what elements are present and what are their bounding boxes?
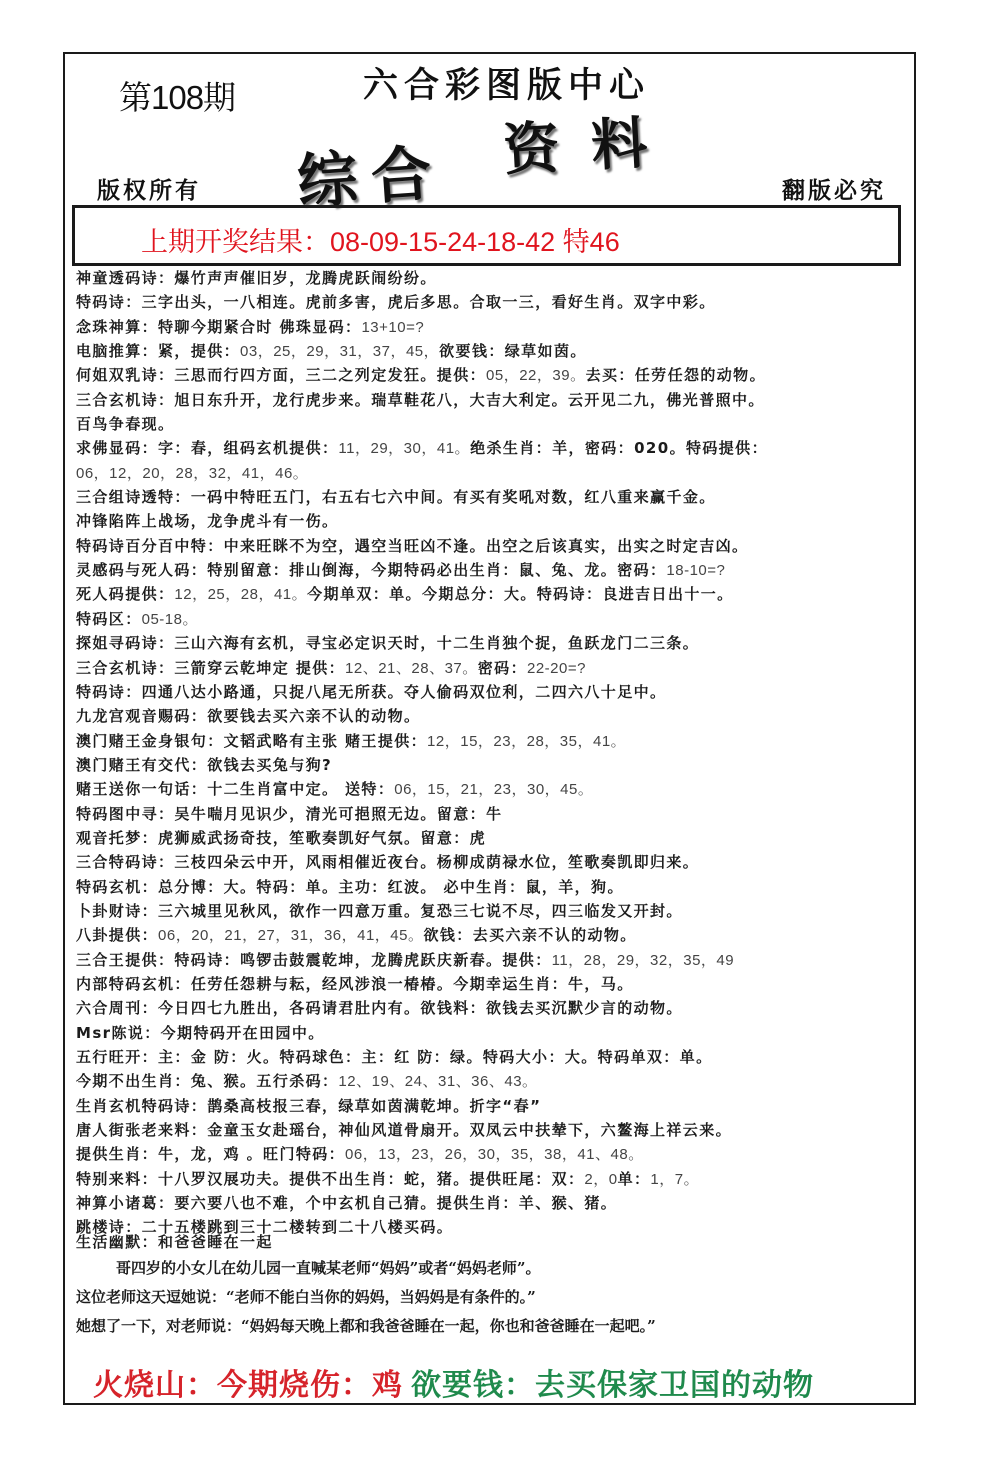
line-label: 何姐双乳诗： — [76, 366, 175, 385]
line-text: 二十五楼跳到三十二楼转到二十八楼买码。 — [141, 1218, 454, 1237]
line-label: 特码玄机： — [76, 877, 159, 896]
line-text: 中来旺眯不为空，遇空当旺凶不逢。出空之后该真实，出实之时定吉凶。 — [223, 536, 749, 555]
content-line — [76, 1021, 910, 1045]
joke-title-text: 和爸爸睡在一起 — [158, 1233, 273, 1251]
line-label: 特别来料： — [76, 1169, 159, 1188]
line-text: 今期特码开在田园中。 — [160, 1023, 325, 1042]
joke-title-label: 生活幽默： — [76, 1233, 159, 1251]
content-line — [76, 388, 910, 412]
line-label: 三合玄机诗： — [76, 658, 175, 677]
line-tail: 绝杀生肖：羊，密码：020。特码提供： — [470, 439, 768, 458]
line-numbers: 05，22，39。 — [486, 367, 586, 385]
issue-number: 第108期 — [119, 79, 236, 116]
content-line — [76, 996, 910, 1020]
line-label: Msr陈说： — [76, 1023, 161, 1042]
line-label: 特码图中寻： — [76, 804, 175, 823]
big-title-left: 综合 — [295, 137, 448, 219]
line-text: 四通八达小路通，只捉八尾无所获。夺人偷码双位利，二四六八十足中。 — [141, 682, 667, 701]
line-label: 特码区： — [76, 609, 142, 628]
line-label: 三合特码诗： — [76, 853, 175, 872]
line-text: 十二生肖富中定。 送特： — [207, 780, 395, 799]
line-text: 十八罗汉展功夫。提供不出生肖：蛇，猪。提供旺尾：双： — [158, 1169, 585, 1188]
line-text: 紧，提供： — [158, 342, 241, 361]
line-text: 一码中特旺五门，右五右七六中间。有买有奖吼对数，红八重来赢千金。 — [190, 488, 716, 507]
result-label: 上期开奖结果： — [141, 227, 330, 257]
footer-red-text: 火烧山：今期烧伤：鸡 — [93, 1368, 403, 1403]
content-line — [76, 850, 910, 874]
line-numbers: 12、19、24、31、36、43。 — [338, 1073, 538, 1091]
content-line — [76, 363, 910, 387]
content-line — [76, 680, 910, 704]
line-text: 冲锋陷阵上战场，龙争虎斗有一伤。 — [76, 512, 339, 531]
line-text: 欲钱去买兔与狗? — [207, 755, 333, 774]
line-text: 任劳任怨耕与耘，经风涉浪一椿椿。今期幸运生肖：牛，马。 — [190, 974, 634, 993]
line-text: 旭日东升开，龙行虎步来。瑞草鞋花八，大吉大利定。云开见二九，佛光普照中。 — [174, 390, 765, 409]
line-label: 特码诗： — [76, 682, 142, 701]
line-text: 金童玉女赴瑶台，神仙风道骨扇开。双凤云中扶辇下，六鳌海上祥云来。 — [207, 1121, 733, 1140]
line-text: 欲要钱去买六亲不认的动物。 — [207, 707, 421, 726]
content-line — [76, 1069, 910, 1093]
content-line — [76, 509, 910, 533]
content-line — [76, 1142, 910, 1166]
footer-green-text: 欲要钱：去买保家卫国的动物 — [411, 1368, 814, 1403]
line-label: 生肖玄机特码诗： — [76, 1096, 208, 1115]
line-label: 求佛显码： — [76, 439, 159, 458]
line-tail: 单： — [617, 1169, 651, 1188]
content-line — [76, 753, 910, 777]
line-label: 澳门赌王有交代： — [76, 755, 208, 774]
line-text: 三六城里见秋风，欲作一四意万重。复恐三七说不尽，四三临发又开封。 — [158, 901, 683, 920]
big-title-right: 资料 — [501, 108, 681, 184]
content-line — [76, 339, 910, 363]
line-label: 内部特码玄机： — [76, 974, 191, 993]
page-frame — [63, 52, 916, 1405]
line-numbers: 12，25，28，41。 — [174, 586, 308, 604]
content-line — [76, 1118, 910, 1142]
line-text: 三山六海有玄机，寻宝必定识天时，十二生肖独个捉，鱼跃龙门二三条。 — [174, 634, 700, 653]
line-text: 今日四七九胜出，各码请君肚内有。欲钱料：欲钱去买沉默少言的动物。 — [158, 999, 683, 1018]
line-text: 文韬武略有主张 赌王提供： — [223, 731, 428, 750]
content-line — [76, 461, 910, 485]
line-numbers: 22-20=? — [526, 659, 586, 677]
line-numbers: 2，0 — [584, 1170, 618, 1188]
line-label: 神算小诸葛： — [76, 1194, 175, 1213]
line-numbers: 06，15，21，23，30，45。 — [394, 781, 594, 799]
content-line — [76, 923, 910, 947]
line-label: 澳门赌王金身银句： — [76, 731, 224, 750]
joke-line: 她想了一下，对老师说：“妈妈每天晚上都和我爸爸睡在一起，你也和爸爸睡在一起吧。” — [76, 1317, 656, 1336]
content-line — [76, 412, 910, 436]
content-line — [76, 558, 910, 582]
content-line — [76, 290, 910, 314]
line-label: 特码诗百分百中特： — [76, 536, 224, 555]
line-numbers: 11，28，29，32，35，49 — [551, 951, 735, 969]
last-result-text — [141, 220, 620, 259]
content-line — [76, 607, 910, 631]
line-numbers: 06，13，23，26，30，35，38，41、48。 — [345, 1146, 644, 1164]
line-label: 九龙宫观音赐码： — [76, 707, 208, 726]
line-text: 主：金 防：火。特码球色：主：红 防：绿。特码大小：大。特码单双：单。 — [158, 1048, 713, 1066]
line-label: 六合周刊： — [76, 999, 159, 1018]
line-label: 电脑推算： — [76, 342, 159, 361]
line-label: 神童透码诗： — [76, 269, 175, 287]
line-text: 兔、猴。五行杀码： — [190, 1072, 339, 1091]
line-tail: 密码： — [477, 658, 527, 677]
joke-line: 这位老师这天逗她说：“老师不能白当你的妈妈，当妈妈是有条件的。” — [76, 1288, 536, 1307]
result-special: 特46 — [562, 227, 620, 257]
line-label: 跳楼诗： — [76, 1218, 142, 1237]
content-line — [76, 656, 910, 680]
content-line — [76, 631, 910, 655]
line-tail: 欲要钱：绿草如茵。 — [439, 342, 587, 361]
line-text: 三字出头，一八相连。虎前多害，虎后多思。合取一三，看好生肖。双字中彩。 — [141, 293, 716, 312]
line-text: 总分博：大。特码：单。主功：红波。 必中生肖：鼠，羊，狗。 — [158, 877, 624, 896]
line-numbers: 06，12，20，28，32，41，46。 — [76, 464, 309, 482]
content-line — [76, 899, 910, 923]
content-line — [76, 1191, 910, 1215]
content-line — [76, 582, 910, 606]
line-label: 三合玄机诗： — [76, 390, 175, 409]
line-text: 虎狮威武扬奇技，笙歌奏凯好气氛。留意：虎 — [158, 828, 487, 847]
line-text: 要六要八也不难，个中玄机自己猜。提供生肖：羊、猴、猪。 — [174, 1194, 618, 1213]
result-numbers: 08-09-15-24-18-42 — [330, 227, 556, 257]
line-text: 特别留意：排山倒海，今期特码必出生肖：鼠、兔、龙。密码： — [207, 561, 667, 580]
line-label: 提供生肖： — [76, 1145, 159, 1164]
line-tail: 今期单双：单。今期总分：大。特码诗：良进吉日出十一。 — [307, 585, 734, 604]
line-label: 五行旺开： — [76, 1048, 159, 1066]
content-line — [76, 436, 910, 460]
content-line — [76, 704, 910, 728]
line-text: 特聊今期紧合时 佛珠显码： — [158, 317, 362, 336]
line-text: 鹊桑高枝报三春，绿草如茵满乾坤。折字“春” — [207, 1096, 542, 1115]
line-label: 唐人街张老来料： — [76, 1121, 208, 1140]
line-label: 卜卦财诗： — [76, 901, 159, 920]
content-line — [76, 1167, 910, 1191]
content-line — [76, 802, 910, 826]
content-line — [76, 777, 910, 801]
line-label: 死人码提供： — [76, 585, 175, 604]
line-text: 牛，龙，鸡 。旺门特码： — [158, 1145, 346, 1164]
line-label: 三合组诗透特： — [76, 488, 191, 507]
line-numbers: 12，15，23，28，35，41。 — [427, 732, 627, 750]
copyright-right: 翻版必究 — [782, 177, 886, 204]
line-label: 八卦提供： — [76, 926, 159, 945]
content-line — [76, 485, 910, 509]
line-label: 念珠神算： — [76, 317, 159, 336]
line-numbers: 18-10=? — [666, 562, 726, 580]
content-line — [76, 875, 910, 899]
joke-title — [76, 1230, 910, 1254]
content-line — [76, 1094, 910, 1118]
line-numbers: 11，29，30，41。 — [338, 440, 471, 458]
line-numbers: 06，20，21，27，31，36，41，45。 — [158, 927, 424, 945]
content-line — [76, 972, 910, 996]
line-label: 三合王提供： — [76, 950, 175, 969]
joke-block — [76, 1230, 910, 1341]
copyright-left: 版权所有 — [97, 177, 201, 204]
center-title: 六合彩图版中心 — [363, 65, 651, 106]
line-text: 特码诗：鸣锣击鼓震乾坤，龙腾虎跃庆新春。提供： — [174, 950, 552, 969]
content-line — [76, 826, 910, 850]
line-text: 爆竹声声催旧岁，龙腾虎跃闹纷纷。 — [174, 269, 437, 287]
line-label: 观音托梦： — [76, 828, 159, 847]
content-line — [76, 534, 910, 558]
content-line — [76, 729, 910, 753]
line-text: 吴牛喘月见识少，清光可挹照无边。留意：牛 — [174, 804, 503, 823]
line-text: 百鸟争春现。 — [76, 415, 175, 434]
line-label: 特码诗： — [76, 293, 142, 312]
line-label: 赌王送你一句话： — [76, 780, 208, 799]
footer-banner — [93, 1360, 814, 1404]
content-lines — [76, 266, 910, 1240]
line-numbers: 05-18。 — [141, 610, 198, 628]
line-text: 三枝四朵云中开，风雨相催近夜台。杨柳成荫禄水位，笙歌奏凯即归来。 — [174, 853, 700, 872]
line-text: 三思而行四方面，三二之列定发狂。提供： — [174, 366, 487, 385]
line-numbers: 03，25，29，31，37，45， — [240, 343, 440, 361]
line-text: 三箭穿云乾坤定 提供： — [174, 658, 346, 677]
line-label: 今期不出生肖： — [76, 1072, 191, 1091]
content-line — [76, 315, 910, 339]
line-tail: 去买：任劳任怨的动物。 — [585, 366, 766, 385]
line-numbers: 13+10=? — [361, 318, 425, 336]
line-tail: 欲钱：去买六亲不认的动物。 — [423, 926, 637, 945]
last-result-box — [72, 205, 901, 266]
line-label: 灵感码与死人码： — [76, 561, 208, 580]
line-numbers: 12、21、28、37。 — [345, 659, 478, 677]
content-line — [76, 266, 910, 290]
line-numbers: 1，7。 — [650, 1170, 700, 1188]
line-label: 探姐寻码诗： — [76, 634, 175, 653]
content-line — [76, 1045, 910, 1069]
content-line — [76, 948, 910, 972]
joke-line: 哥四岁的小女儿在幼儿园一直喊某老师“妈妈”或者“妈妈老师”。 — [116, 1259, 541, 1278]
line-text: 字：春，组码玄机提供： — [158, 439, 339, 458]
